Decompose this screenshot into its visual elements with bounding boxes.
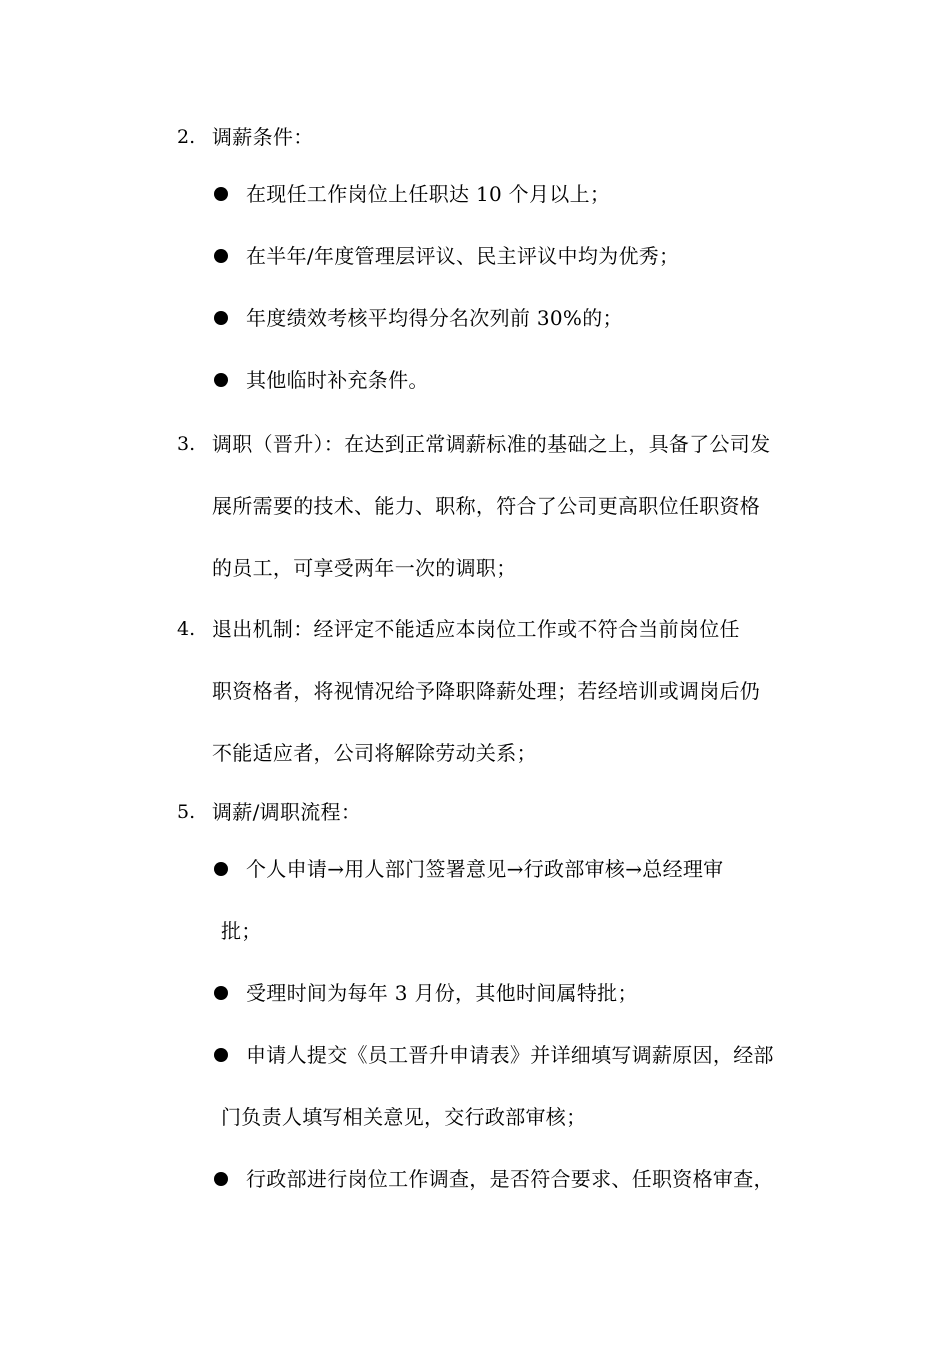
bullet-text-continuation: 门负责人填写相关意见，交行政部审核；	[221, 1105, 587, 1129]
bullet-dot	[214, 373, 228, 387]
paragraph-line: 的员工，可享受两年一次的调职；	[212, 556, 517, 580]
paragraph-line: 不能适应者，公司将解除劳动关系；	[212, 741, 537, 765]
bullet-text: 在半年/年度管理层评议、民主评议中均为优秀；	[246, 244, 680, 268]
section-number: 4.	[177, 618, 196, 640]
paragraph-line: 退出机制：经评定不能适应本岗位工作或不符合当前岗位任	[212, 617, 740, 641]
bullet-text: 个人申请→用人部门签署意见→行政部审核→总经理审	[246, 857, 724, 881]
section-heading: 调薪条件：	[212, 125, 314, 149]
bullet-text: 行政部进行岗位工作调查，是否符合要求、任职资格审查，	[246, 1167, 774, 1191]
bullet-text: 受理时间为每年 3 月份，其他时间属特批；	[246, 981, 638, 1005]
bullet-text: 申请人提交《员工晋升申请表》并详细填写调薪原因，经部	[246, 1043, 774, 1067]
section-number: 5.	[177, 801, 196, 823]
paragraph-line: 职资格者，将视情况给予降职降薪处理；若经培训或调岗后仍	[212, 679, 761, 703]
bullet-dot	[214, 986, 228, 1000]
section-number: 2.	[177, 126, 196, 148]
bullet-dot	[214, 1172, 228, 1186]
bullet-text-continuation: 批；	[221, 919, 262, 943]
paragraph-line: 调职（晋升）：在达到正常调薪标准的基础之上，具备了公司发	[212, 432, 771, 456]
bullet-dot	[214, 249, 228, 263]
bullet-dot	[214, 311, 228, 325]
bullet-text: 年度绩效考核平均得分名次列前 30%的；	[246, 306, 623, 330]
section-heading: 调薪/调职流程：	[212, 800, 362, 824]
bullet-dot	[214, 187, 228, 201]
bullet-dot	[214, 862, 228, 876]
bullet-text: 在现任工作岗位上任职达 10 个月以上；	[246, 182, 611, 206]
bullet-text: 其他临时补充条件。	[246, 368, 429, 392]
bullet-dot	[214, 1048, 228, 1062]
paragraph-line: 展所需要的技术、能力、职称，符合了公司更高职位任职资格	[212, 494, 761, 518]
section-number: 3.	[177, 433, 196, 455]
